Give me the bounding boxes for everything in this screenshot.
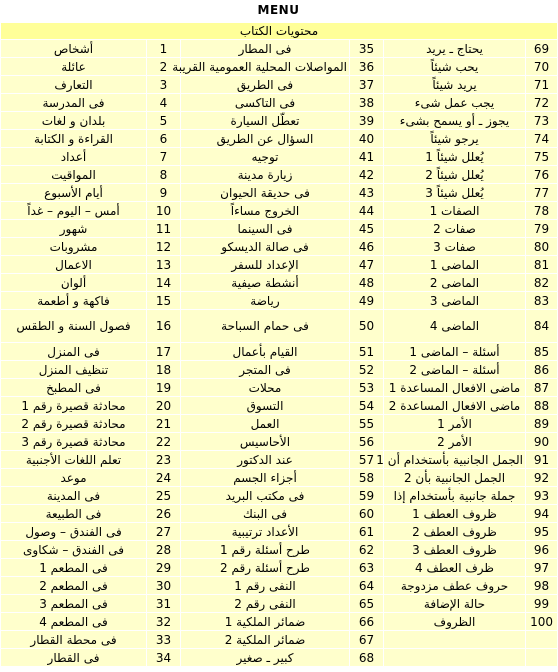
lesson-number: [526, 631, 558, 649]
table-row: [1, 595, 558, 613]
lesson-number: 69: [526, 40, 558, 58]
lesson-number: 67: [350, 631, 384, 649]
lesson-title[interactable]: أسئلة – الماضى 2: [384, 361, 526, 379]
table-row: [1, 274, 558, 292]
lesson-number: 52: [350, 361, 384, 379]
lesson-title[interactable]: فى مكتب البريد: [181, 487, 350, 505]
table-row: [1, 523, 558, 541]
lesson-title[interactable]: النفى رقم 1: [181, 577, 350, 595]
lesson-number: 9: [147, 184, 181, 202]
lesson-title[interactable]: محلات: [181, 379, 350, 397]
lesson-title[interactable]: يريد شيئاً: [384, 76, 526, 94]
contents-header-row: [1, 23, 558, 40]
lesson-title[interactable]: حالة الإضافة: [384, 595, 526, 613]
lesson-title[interactable]: فى التاكسى: [181, 94, 350, 112]
lesson-number: 13: [147, 256, 181, 274]
lesson-number: 90: [526, 433, 558, 451]
lesson-number: 88: [526, 397, 558, 415]
lesson-title[interactable]: التسوق: [181, 397, 350, 415]
table-row: [1, 577, 558, 595]
lesson-number: 55: [350, 415, 384, 433]
table-row: [1, 238, 558, 256]
lesson-title[interactable]: تعلم اللغات الأجنبية: [1, 451, 147, 469]
lesson-title[interactable]: النفى رقم 2: [181, 595, 350, 613]
lesson-title[interactable]: فى الطريق: [181, 76, 350, 94]
lesson-title[interactable]: رياضة: [181, 292, 350, 310]
lesson-number: 20: [147, 397, 181, 415]
table-row: [1, 220, 558, 238]
lesson-number: 82: [526, 274, 558, 292]
lesson-number: 49: [350, 292, 384, 310]
lesson-number: 61: [350, 523, 384, 541]
lesson-title[interactable]: يُعلل شيئاً 3: [384, 184, 526, 202]
lesson-number: 81: [526, 256, 558, 274]
page-title: MENU: [257, 3, 300, 17]
lesson-number: 1: [147, 40, 181, 58]
table-row: [1, 76, 558, 94]
lesson-title[interactable]: بلدان و لغات: [1, 112, 147, 130]
lesson-title[interactable]: توجيه: [181, 148, 350, 166]
lesson-title[interactable]: فى المدرسة: [1, 94, 147, 112]
lesson-title[interactable]: عائلة: [1, 58, 147, 76]
lesson-title[interactable]: فى القطار: [1, 649, 147, 667]
table-row: [1, 310, 558, 343]
lesson-number: 63: [350, 559, 384, 577]
lesson-title[interactable]: فى السينما: [181, 220, 350, 238]
lesson-number: 46: [350, 238, 384, 256]
lesson-number: 84: [526, 310, 558, 343]
lesson-title[interactable]: ألوان: [1, 274, 147, 292]
lesson-title[interactable]: فى الطبيعة: [1, 505, 147, 523]
lesson-number: 48: [350, 274, 384, 292]
lesson-title[interactable]: فى المطعم 4: [1, 613, 147, 631]
lesson-title[interactable]: الأحاسيس: [181, 433, 350, 451]
lesson-number: 70: [526, 58, 558, 76]
contents-table: [0, 22, 558, 667]
lesson-title[interactable]: كبير ـ صغير: [181, 649, 350, 667]
lesson-number: 19: [147, 379, 181, 397]
table-row: [1, 631, 558, 649]
lesson-title[interactable]: التعارف: [1, 76, 147, 94]
lesson-title[interactable]: فى البنك: [181, 505, 350, 523]
lesson-number: 34: [147, 649, 181, 667]
lesson-title[interactable]: الصفات 1: [384, 202, 526, 220]
lesson-number: 78: [526, 202, 558, 220]
lesson-number: 92: [526, 469, 558, 487]
lesson-title[interactable]: القيام بأعمال: [181, 343, 350, 361]
lesson-title[interactable]: مشروبات: [1, 238, 147, 256]
lesson-number: 99: [526, 595, 558, 613]
lesson-number: 24: [147, 469, 181, 487]
table-row: [1, 40, 558, 58]
table-row: [1, 343, 558, 361]
lesson-title[interactable]: فى الفندق – شكاوى: [1, 541, 147, 559]
lesson-title[interactable]: يحب شيئاً: [384, 58, 526, 76]
lesson-title[interactable]: فى المطار: [181, 40, 350, 58]
lesson-number: 53: [350, 379, 384, 397]
lesson-number: 42: [350, 166, 384, 184]
table-row: [1, 559, 558, 577]
lesson-number: 47: [350, 256, 384, 274]
lesson-number: 79: [526, 220, 558, 238]
lesson-title[interactable]: ظروف العطف 3: [384, 541, 526, 559]
lesson-title[interactable]: فى المتجر: [181, 361, 350, 379]
lesson-title[interactable]: أشخاص: [1, 40, 147, 58]
lesson-number: 60: [350, 505, 384, 523]
lesson-number: 93: [526, 487, 558, 505]
lesson-number: 36: [350, 58, 384, 76]
lesson-title[interactable]: فى المطعم 2: [1, 577, 147, 595]
lesson-title[interactable]: الاعمال: [1, 256, 147, 274]
table-row: [1, 94, 558, 112]
lesson-title[interactable]: حروف عطف مزدوجة: [384, 577, 526, 595]
lesson-title[interactable]: السؤال عن الطريق: [181, 130, 350, 148]
lesson-number: 95: [526, 523, 558, 541]
lesson-number: 50: [350, 310, 384, 343]
lesson-number: 58: [350, 469, 384, 487]
lesson-title[interactable]: ضمائر الملكية 2: [181, 631, 350, 649]
lesson-title: [384, 649, 526, 667]
table-row: [1, 505, 558, 523]
lesson-title[interactable]: فى المطبخ: [1, 379, 147, 397]
table-row: [1, 202, 558, 220]
lesson-title[interactable]: أعداد: [1, 148, 147, 166]
lesson-title[interactable]: أجزاء الجسم: [181, 469, 350, 487]
lesson-number: 11: [147, 220, 181, 238]
table-row: [1, 130, 558, 148]
lesson-title[interactable]: فى المطعم 1: [1, 559, 147, 577]
contents-title: محتويات الكتاب: [1, 23, 558, 40]
lesson-number: 26: [147, 505, 181, 523]
table-row: [1, 112, 558, 130]
lesson-number: 2: [147, 58, 181, 76]
lesson-number: 96: [526, 541, 558, 559]
lesson-title[interactable]: محادثة قصيرة رقم 3: [1, 433, 147, 451]
lesson-title[interactable]: الماضى 4: [384, 310, 526, 343]
lesson-number: 83: [526, 292, 558, 310]
lesson-number: 71: [526, 76, 558, 94]
lesson-title[interactable]: فى المدينة: [1, 487, 147, 505]
lesson-title[interactable]: فى محطة القطار: [1, 631, 147, 649]
lesson-number: 54: [350, 397, 384, 415]
lesson-title[interactable]: الجمل الجانبية بأستخدام أن 1: [384, 451, 526, 469]
lesson-title[interactable]: ماضى الافعال المساعدة 2: [384, 397, 526, 415]
lesson-number: 75: [526, 148, 558, 166]
lesson-number: [526, 649, 558, 667]
lesson-number: 74: [526, 130, 558, 148]
table-row: [1, 184, 558, 202]
table-row: [1, 487, 558, 505]
table-row: [1, 256, 558, 274]
lesson-title[interactable]: الأمر 2: [384, 433, 526, 451]
lesson-number: 89: [526, 415, 558, 433]
lesson-title[interactable]: ظرف العطف 4: [384, 559, 526, 577]
lesson-number: 91: [526, 451, 558, 469]
table-row: [1, 451, 558, 469]
lesson-title[interactable]: ظروف العطف 1: [384, 505, 526, 523]
lesson-number: 7: [147, 148, 181, 166]
lesson-number: 15: [147, 292, 181, 310]
lesson-title[interactable]: الأعداد ترتيبية: [181, 523, 350, 541]
lesson-title[interactable]: تعطّل السيارة: [181, 112, 350, 130]
lesson-title[interactable]: تنظيف المنزل: [1, 361, 147, 379]
lesson-number: 37: [350, 76, 384, 94]
lesson-number: 68: [350, 649, 384, 667]
lesson-title[interactable]: أسئلة – الماضى 1: [384, 343, 526, 361]
table-row: [1, 433, 558, 451]
lesson-title[interactable]: الماضى 1: [384, 256, 526, 274]
lesson-title[interactable]: فى المطعم 3: [1, 595, 147, 613]
lesson-number: 33: [147, 631, 181, 649]
lesson-title[interactable]: عند الدكتور: [181, 451, 350, 469]
lesson-number: 12: [147, 238, 181, 256]
lesson-title[interactable]: يجوز ـ أو يسمح بشىء: [384, 112, 526, 130]
lesson-number: 80: [526, 238, 558, 256]
lesson-number: 40: [350, 130, 384, 148]
lesson-number: 39: [350, 112, 384, 130]
lesson-title[interactable]: فى المنزل: [1, 343, 147, 361]
lesson-number: 6: [147, 130, 181, 148]
table-row: [1, 58, 558, 76]
lesson-number: 22: [147, 433, 181, 451]
lesson-number: 44: [350, 202, 384, 220]
lesson-number: 18: [147, 361, 181, 379]
lesson-title[interactable]: يجب عمل شىء: [384, 94, 526, 112]
lesson-number: 94: [526, 505, 558, 523]
lesson-number: 65: [350, 595, 384, 613]
lesson-number: 17: [147, 343, 181, 361]
lesson-number: 29: [147, 559, 181, 577]
table-row: [1, 361, 558, 379]
lesson-number: 73: [526, 112, 558, 130]
lesson-title[interactable]: أنشطة صيفية: [181, 274, 350, 292]
table-row: [1, 649, 558, 667]
table-row: [1, 613, 558, 631]
lesson-number: 62: [350, 541, 384, 559]
lesson-number: 64: [350, 577, 384, 595]
lesson-number: 56: [350, 433, 384, 451]
lesson-title[interactable]: شهور: [1, 220, 147, 238]
lesson-title[interactable]: الإعداد للسفر: [181, 256, 350, 274]
lesson-number: 16: [147, 310, 181, 343]
lesson-number: 66: [350, 613, 384, 631]
lesson-title[interactable]: الماضى 3: [384, 292, 526, 310]
lesson-title[interactable]: أيام الأسبوع: [1, 184, 147, 202]
lesson-title[interactable]: طرح أسئلة رقم 2: [181, 559, 350, 577]
lesson-number: 27: [147, 523, 181, 541]
lesson-number: 72: [526, 94, 558, 112]
lesson-number: 5: [147, 112, 181, 130]
lesson-title[interactable]: ضمائر الملكية 1: [181, 613, 350, 631]
lesson-number: 45: [350, 220, 384, 238]
table-row: [1, 166, 558, 184]
lesson-number: 32: [147, 613, 181, 631]
lesson-number: 100: [526, 613, 558, 631]
lesson-title[interactable]: يرجو شيئاً: [384, 130, 526, 148]
lesson-title[interactable]: فى صالة الديسكو: [181, 238, 350, 256]
lesson-title[interactable]: محادثة قصيرة رقم 1: [1, 397, 147, 415]
lesson-title[interactable]: ماضى الافعال المساعدة 1: [384, 379, 526, 397]
lesson-title[interactable]: يحتاج ـ يريد: [384, 40, 526, 58]
lesson-number: 43: [350, 184, 384, 202]
lesson-number: 59: [350, 487, 384, 505]
lesson-title: [384, 631, 526, 649]
lesson-title[interactable]: الأمر 1: [384, 415, 526, 433]
lesson-title[interactable]: فاكهة و أطعمة: [1, 292, 147, 310]
lesson-title[interactable]: صفات 3: [384, 238, 526, 256]
lesson-number: 21: [147, 415, 181, 433]
lesson-title[interactable]: المواقيت: [1, 166, 147, 184]
lesson-number: 14: [147, 274, 181, 292]
lesson-number: 31: [147, 595, 181, 613]
lesson-number: 87: [526, 379, 558, 397]
lesson-number: 30: [147, 577, 181, 595]
lesson-title[interactable]: فى حديقة الحيوان: [181, 184, 350, 202]
lesson-number: 38: [350, 94, 384, 112]
lesson-number: 28: [147, 541, 181, 559]
lesson-title[interactable]: صفات 2: [384, 220, 526, 238]
table-row: [1, 541, 558, 559]
lesson-title[interactable]: المواصلات المحلية العمومية القريبة: [181, 58, 350, 76]
lesson-title[interactable]: أمس – اليوم – غداً: [1, 202, 147, 220]
lesson-title[interactable]: فصول السنة و الطقس: [1, 310, 147, 343]
lesson-title[interactable]: الماضى 2: [384, 274, 526, 292]
lesson-number: 41: [350, 148, 384, 166]
table-row: [1, 148, 558, 166]
lesson-title[interactable]: يُعلل شيئاً 1: [384, 148, 526, 166]
lesson-number: 76: [526, 166, 558, 184]
lesson-title[interactable]: فى الفندق – وصول: [1, 523, 147, 541]
lesson-title[interactable]: جملة جانبية بأستخدام إذا: [384, 487, 526, 505]
lesson-number: 25: [147, 487, 181, 505]
lesson-number: 8: [147, 166, 181, 184]
lesson-title[interactable]: موعد: [1, 469, 147, 487]
lesson-title[interactable]: محادثة قصيرة رقم 2: [1, 415, 147, 433]
table-row: [1, 469, 558, 487]
lesson-title[interactable]: يُعلل شيئاً 2: [384, 166, 526, 184]
lesson-title[interactable]: فى حمام السباحة: [181, 310, 350, 343]
lesson-title[interactable]: العمل: [181, 415, 350, 433]
lesson-number: 97: [526, 559, 558, 577]
lesson-number: 77: [526, 184, 558, 202]
lesson-number: 10: [147, 202, 181, 220]
table-row: [1, 415, 558, 433]
lesson-title[interactable]: الجمل الجانبية بأن 2: [384, 469, 526, 487]
lesson-number: 3: [147, 76, 181, 94]
lesson-number: 85: [526, 343, 558, 361]
lesson-title[interactable]: ظروف العطف 2: [384, 523, 526, 541]
lesson-number: 35: [350, 40, 384, 58]
lesson-number: 23: [147, 451, 181, 469]
lesson-title[interactable]: القراءة و الكتابة: [1, 130, 147, 148]
lesson-title[interactable]: الظروف: [384, 613, 526, 631]
lesson-title[interactable]: طرح أسئلة رقم 1: [181, 541, 350, 559]
lesson-number: 4: [147, 94, 181, 112]
table-row: [1, 379, 558, 397]
lesson-title[interactable]: زيارة مدينة: [181, 166, 350, 184]
lesson-title[interactable]: الخروج مساءاً: [181, 202, 350, 220]
table-row: [1, 292, 558, 310]
lesson-number: 86: [526, 361, 558, 379]
lesson-number: 51: [350, 343, 384, 361]
lesson-number: 57: [350, 451, 384, 469]
table-row: [1, 397, 558, 415]
lesson-number: 98: [526, 577, 558, 595]
